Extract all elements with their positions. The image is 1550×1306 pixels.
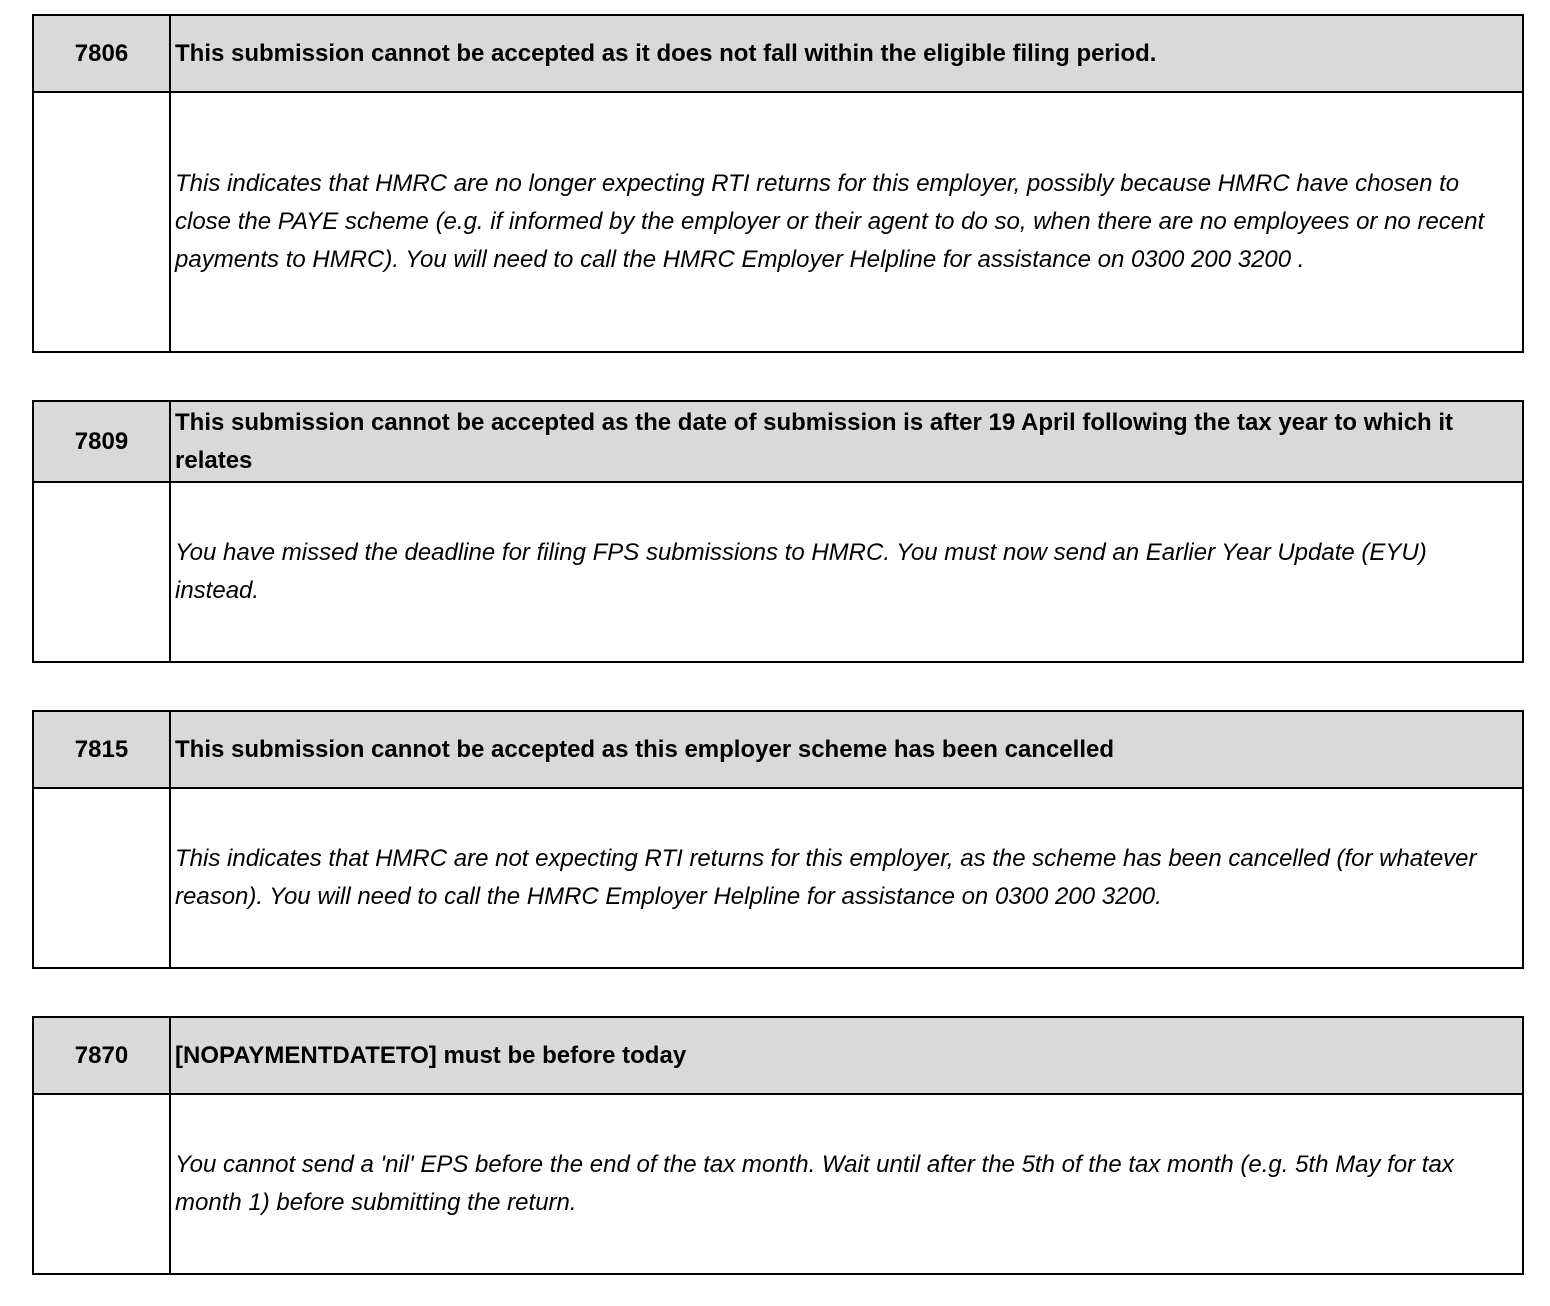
error-entry-table — [32, 1016, 1524, 1275]
error-header-row — [33, 711, 1523, 788]
error-description: This indicates that HMRC are not expecting RTI returns for this employer, as the scheme has been cancelled (for whatever reason). You will need to call the HMRC Employer Helpline for assistance on 0300 200 3200. — [170, 788, 1523, 968]
error-entry-table — [32, 710, 1524, 969]
empty-code-cell — [33, 92, 170, 352]
error-description: This indicates that HMRC are no longer expecting RTI returns for this employer, possibly because HMRC have chosen to close the PAYE scheme (e.g. if informed by the employer or their agent to do so, when there are no employees or no recent payments to HMRC). You will need to call the HMRC Employer Helpline for assistance on 0300 200 3200 . — [170, 92, 1523, 352]
empty-code-cell — [33, 1094, 170, 1274]
error-code: 7815 — [33, 711, 170, 788]
error-header-row — [33, 15, 1523, 92]
error-code: 7806 — [33, 15, 170, 92]
error-header-row — [33, 1017, 1523, 1094]
error-entry-table — [32, 400, 1524, 663]
error-code: 7870 — [33, 1017, 170, 1094]
error-title: This submission cannot be accepted as the date of submission is after 19 April following the tax year to which it relates — [170, 401, 1523, 482]
error-description: You have missed the deadline for filing FPS submissions to HMRC. You must now send an Earlier Year Update (EYU) instead. — [170, 482, 1523, 662]
empty-code-cell — [33, 788, 170, 968]
error-description: You cannot send a 'nil' EPS before the end of the tax month. Wait until after the 5th of the tax month (e.g. 5th May for tax month 1) before submitting the return. — [170, 1094, 1523, 1274]
error-title: [NOPAYMENTDATETO] must be before today — [170, 1017, 1523, 1094]
error-title: This submission cannot be accepted as this employer scheme has been cancelled — [170, 711, 1523, 788]
error-header-row — [33, 401, 1523, 482]
error-description-row — [33, 92, 1523, 352]
error-code: 7809 — [33, 401, 170, 482]
error-description-row — [33, 788, 1523, 968]
error-description-row — [33, 482, 1523, 662]
error-entry-table — [32, 14, 1524, 353]
error-title: This submission cannot be accepted as it does not fall within the eligible filing period. — [170, 15, 1523, 92]
empty-code-cell — [33, 482, 170, 662]
error-description-row — [33, 1094, 1523, 1274]
